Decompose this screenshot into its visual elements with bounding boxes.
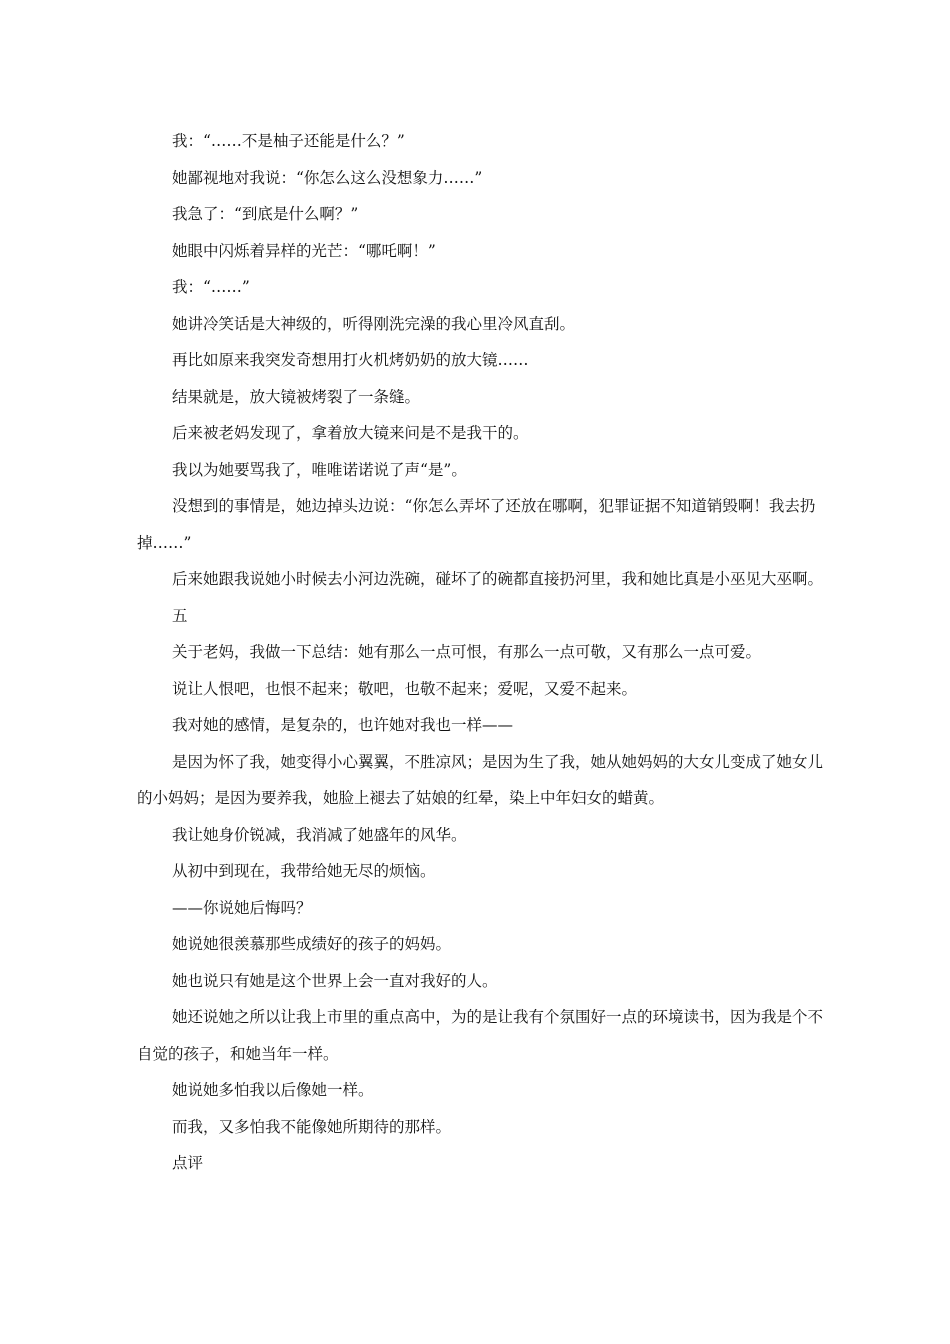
paragraph: 说让人恨吧，也恨不起来；敬吧，也敬不起来；爱呢，又爱不起来。 xyxy=(172,679,638,698)
paragraph: 她讲冷笑话是大神级的，听得刚洗完澡的我心里冷风直刮。 xyxy=(172,314,576,333)
paragraph: 我急了：“到底是什么啊？” xyxy=(172,205,359,223)
paragraph: 关于老妈，我做一下总结：她有那么一点可恨，有那么一点可敬，又有那么一点可爱。 xyxy=(172,643,762,661)
paragraph: 她说她多怕我以后像她一样。 xyxy=(172,1081,374,1099)
body-text xyxy=(137,123,827,1182)
paragraph: 我：“……不是柚子还能是什么？” xyxy=(172,132,405,150)
paragraph: 她鄙视地对我说：“你怎么这么没想象力……” xyxy=(172,168,483,187)
paragraph: 后来被老妈发现了，拿着放大镜来问是不是我干的。 xyxy=(172,424,529,442)
paragraph: 我让她身价锐减，我消减了她盛年的风华。 xyxy=(172,825,467,844)
paragraph: 我：“……” xyxy=(172,278,250,296)
paragraph: 我以为她要骂我了，唯唯诺诺说了声“是”。 xyxy=(172,460,467,479)
section-heading: 五 xyxy=(172,606,188,625)
paragraph: 她还说她之所以让我上市里的重点高中，为的是让我有个氛围好一点的环境读书，因为我是个不自觉的孩子，和她当年一样。 xyxy=(137,1008,824,1063)
paragraph: 她说她很羡慕那些成绩好的孩子的妈妈。 xyxy=(172,935,452,953)
paragraph: 而我，又多怕我不能像她所期待的那样。 xyxy=(172,1117,452,1136)
paragraph: 再比如原来我突发奇想用打火机烤奶奶的放大镜…… xyxy=(172,351,529,369)
paragraph: 后来她跟我说她小时候去小河边洗碗，碰坏了的碗都直接扔河里，我和她比真是小巫见大巫啊。 xyxy=(172,570,824,588)
paragraph: 她眼中闪烁着异样的光芒：“哪吒啊！” xyxy=(172,241,436,260)
paragraph: 结果就是，放大镜被烤裂了一条缝。 xyxy=(172,387,421,406)
section-heading: 点评 xyxy=(172,1154,204,1172)
paragraph: ——你说她后悔吗？ xyxy=(172,898,312,917)
paragraph: 我对她的感情，是复杂的，也许她对我也一样—— xyxy=(172,716,514,734)
paragraph: 没想到的事情是，她边掉头边说：“你怎么弄坏了还放在哪啊，犯罪证据不知道销毁啊！我去扔掉……” xyxy=(137,497,816,552)
paragraph: 是因为怀了我，她变得小心翼翼，不胜凉风；是因为生了我，她从她妈妈的大女儿变成了她女儿的小妈妈；是因为要养我，她脸上褪去了姑娘的红晕，染上中年妇女的蜡黄。 xyxy=(137,752,824,807)
paragraph: 她也说只有她是这个世界上会一直对我好的人。 xyxy=(172,971,498,990)
paragraph: 从初中到现在，我带给她无尽的烦恼。 xyxy=(172,862,436,880)
